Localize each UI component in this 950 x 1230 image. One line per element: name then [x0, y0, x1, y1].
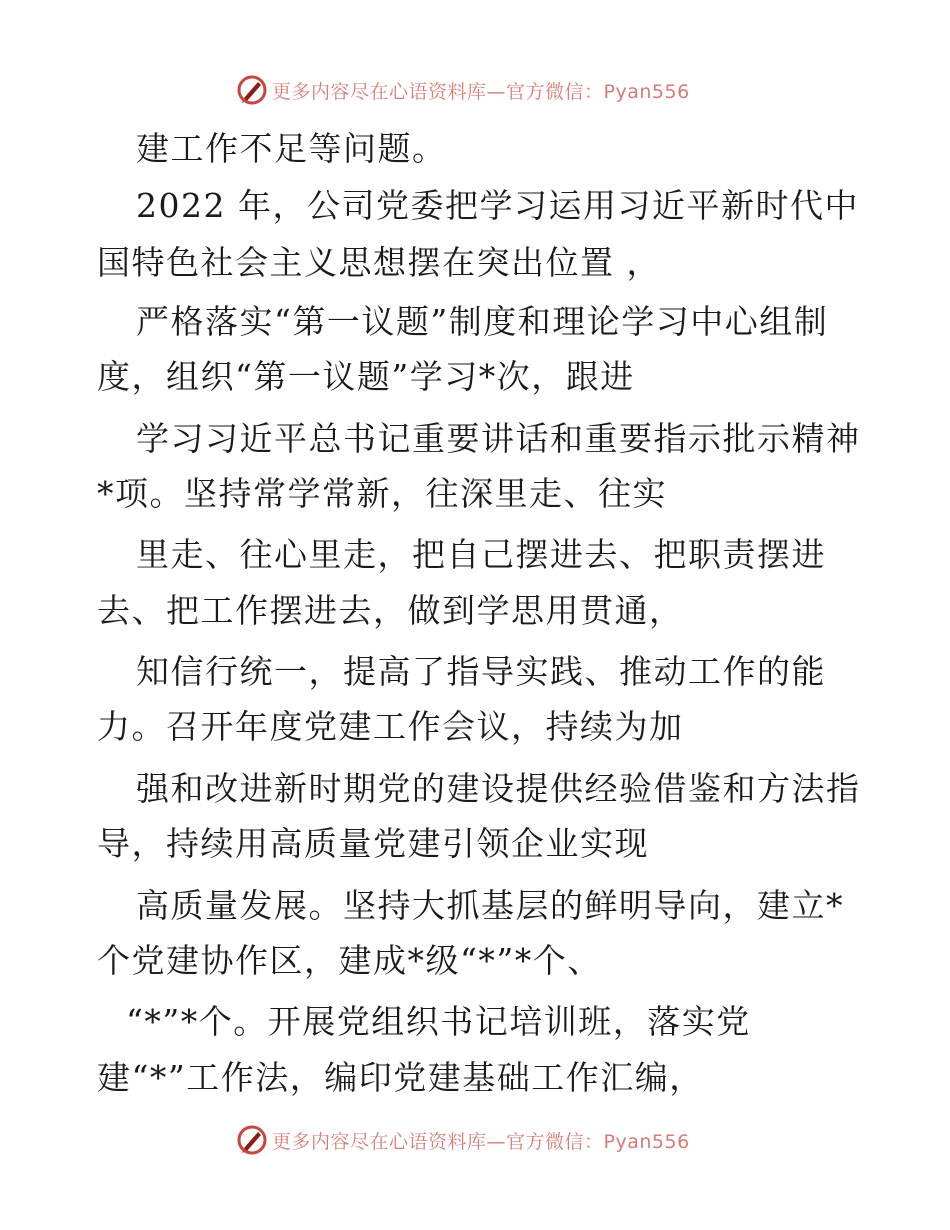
text-line: 度，组织“第一议题”学习*次，跟进 — [97, 357, 635, 396]
text-line: 个党建协作区，建成*级“*”*个、 — [97, 941, 602, 980]
pen-logo-icon — [236, 74, 268, 106]
text-line: 高质量发展。坚持大抓基层的鲜明导向，建立* — [136, 886, 844, 925]
text-line: 强和改进新时期党的建设提供经验借鉴和方法指 — [136, 769, 861, 808]
text-line: 力。召开年度党建工作会议，持续为加 — [97, 707, 684, 746]
text-line: 国特色社会主义思想摆在突出位置 ， — [97, 243, 661, 282]
text-line: “*”*个。开展党组织书记培训班，落实党 — [126, 1002, 751, 1041]
text-line: *项。坚持常学常新，往深里走、往实 — [97, 474, 667, 513]
text-line: 去、把工作摆进去，做到学思用贯通， — [97, 591, 684, 630]
footer-watermark-banner — [236, 1123, 690, 1157]
text-line: 严格落实“第一议题”制度和理论学习中心组制 — [136, 302, 829, 341]
footer-watermark-text: 更多内容尽在心语资料库—官方微信：Pyan556 — [272, 1130, 690, 1153]
text-line: 建工作不足等问题。 — [136, 129, 447, 168]
text-line: 建“*”工作法，编印党建基础工作汇编， — [97, 1058, 704, 1097]
text-line: 知信行统一，提高了指导实践、推动工作的能 — [136, 652, 826, 691]
text-line: 里走、往心里走，把自己摆进去、把职责摆进 — [136, 535, 826, 574]
text-line: 导，持续用高质量党建引领企业实现 — [97, 824, 649, 863]
text-line: 2022 年，公司党委把学习运用习近平新时代中 — [136, 186, 859, 225]
pen-logo-icon — [236, 1124, 268, 1156]
text-line: 学习习近平总书记重要讲话和重要指示批示精神 — [136, 419, 861, 458]
header-watermark-banner — [236, 73, 690, 107]
header-watermark-text: 更多内容尽在心语资料库—官方微信：Pyan556 — [272, 80, 690, 103]
